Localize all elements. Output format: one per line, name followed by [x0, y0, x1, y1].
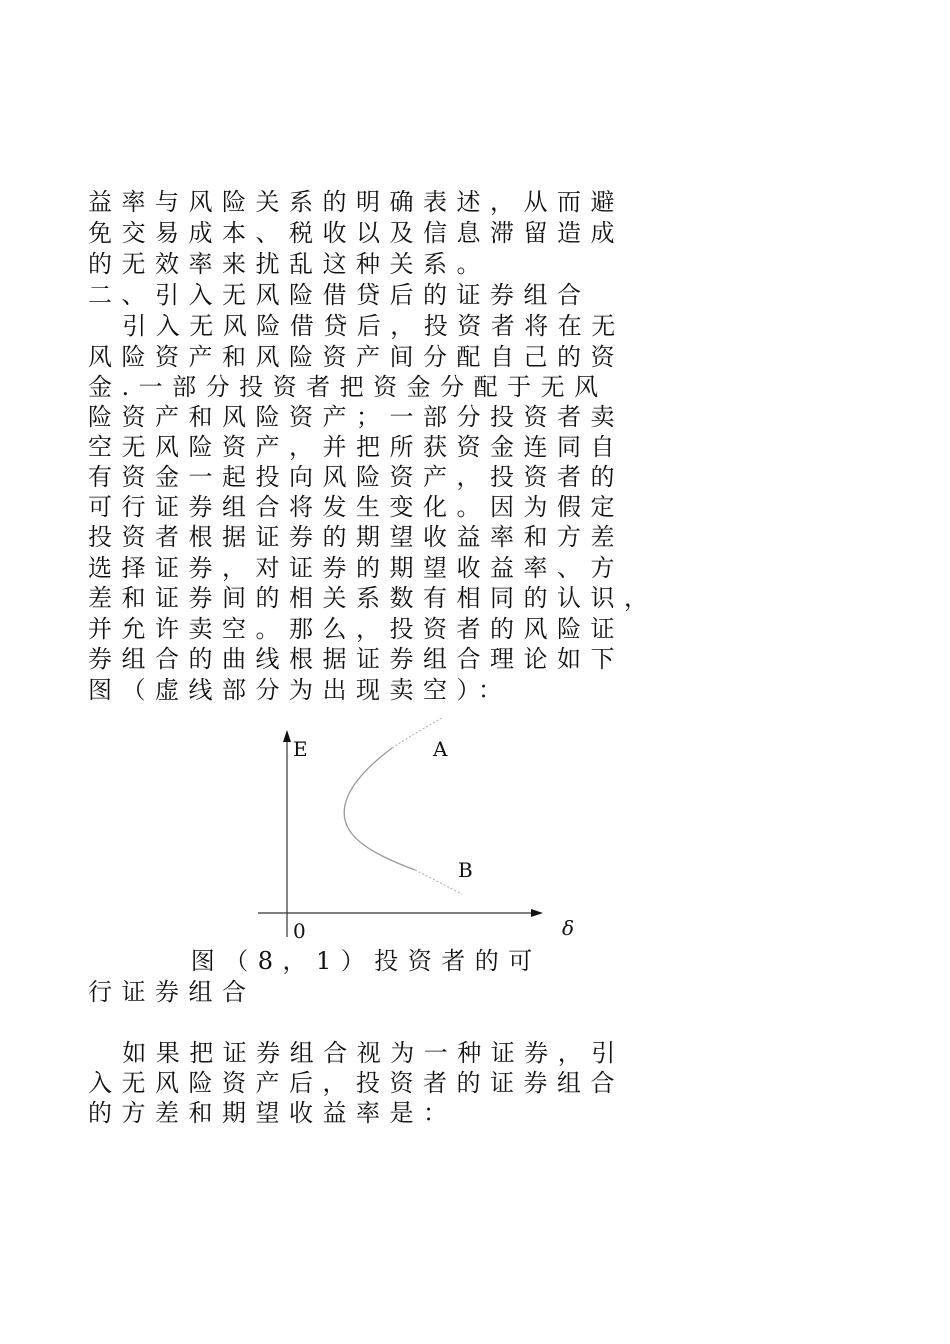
- curve-dashed-lower: [415, 870, 462, 894]
- paragraph2-line-3: 金.一部分投资者把资金分配于无风: [88, 373, 608, 401]
- paragraph2-line-4: 险资产和风险资产；一部分投资者卖: [88, 403, 624, 431]
- section-heading: 二、引入无风险借贷后的证券组合: [88, 281, 591, 309]
- curve-solid: [344, 748, 415, 870]
- paragraph2-line-7: 可行证券组合将发生变化。因为假定: [88, 493, 624, 521]
- paragraph2-line-8: 投资者根据证券的期望收益率和方差: [88, 523, 624, 551]
- figure-svg: [250, 722, 575, 952]
- paragraph2-line-11: 并允许卖空。那么，投资者的风险证: [88, 615, 624, 643]
- feasible-portfolio-figure: [250, 722, 575, 952]
- paragraph3-line-3: 的方差和期望收益率是：: [88, 1099, 457, 1127]
- paragraph2-line-5: 空无风险资产，并把所获资金连同自: [88, 433, 624, 461]
- paragraph2-line-10: 差和证券间的相关系数有相同的认识，: [88, 584, 658, 612]
- x-axis-label: δ: [562, 916, 575, 940]
- paragraph1-line-1: 益率与风险关系的明确表述，从而避: [88, 188, 624, 216]
- figure-caption-line-2: 行证券组合: [88, 978, 256, 1006]
- paragraph2-line-13: 图（虚线部分为出现卖空）：: [88, 676, 512, 704]
- y-axis-arrow-icon: [283, 730, 291, 742]
- paragraph1-line-2: 免交易成本、税收以及信息滞留造成: [88, 219, 624, 247]
- x-axis-arrow-icon: [531, 909, 543, 917]
- paragraph3-line-2: 入无风险资产后，投资者的证券组合: [88, 1069, 624, 1097]
- y-axis-label: E: [293, 737, 308, 761]
- origin-label: 0: [293, 919, 306, 943]
- point-a-label: A: [433, 737, 448, 761]
- paragraph2-line-6: 有资金一起投向风险资产，投资者的: [88, 463, 624, 491]
- paragraph1-line-3: 的无效率来扰乱这种关系。: [88, 250, 490, 278]
- paragraph2-line-9: 选择证券，对证券的期望收益率、方: [88, 554, 624, 582]
- paragraph2-line-2: 风险资产和风险资产间分配自己的资: [88, 343, 624, 371]
- paragraph2-line-12: 券组合的曲线根据证券组合理论如下: [88, 645, 624, 673]
- paragraph3-line-1: 如果把证券组合视为一种证券，引: [88, 1039, 625, 1067]
- point-b-label: B: [458, 858, 473, 882]
- figure-caption-line-1: 图（8，1）投资者的可: [88, 947, 542, 975]
- paragraph2-line-1: 引入无风险借贷后，投资者将在无: [88, 312, 625, 340]
